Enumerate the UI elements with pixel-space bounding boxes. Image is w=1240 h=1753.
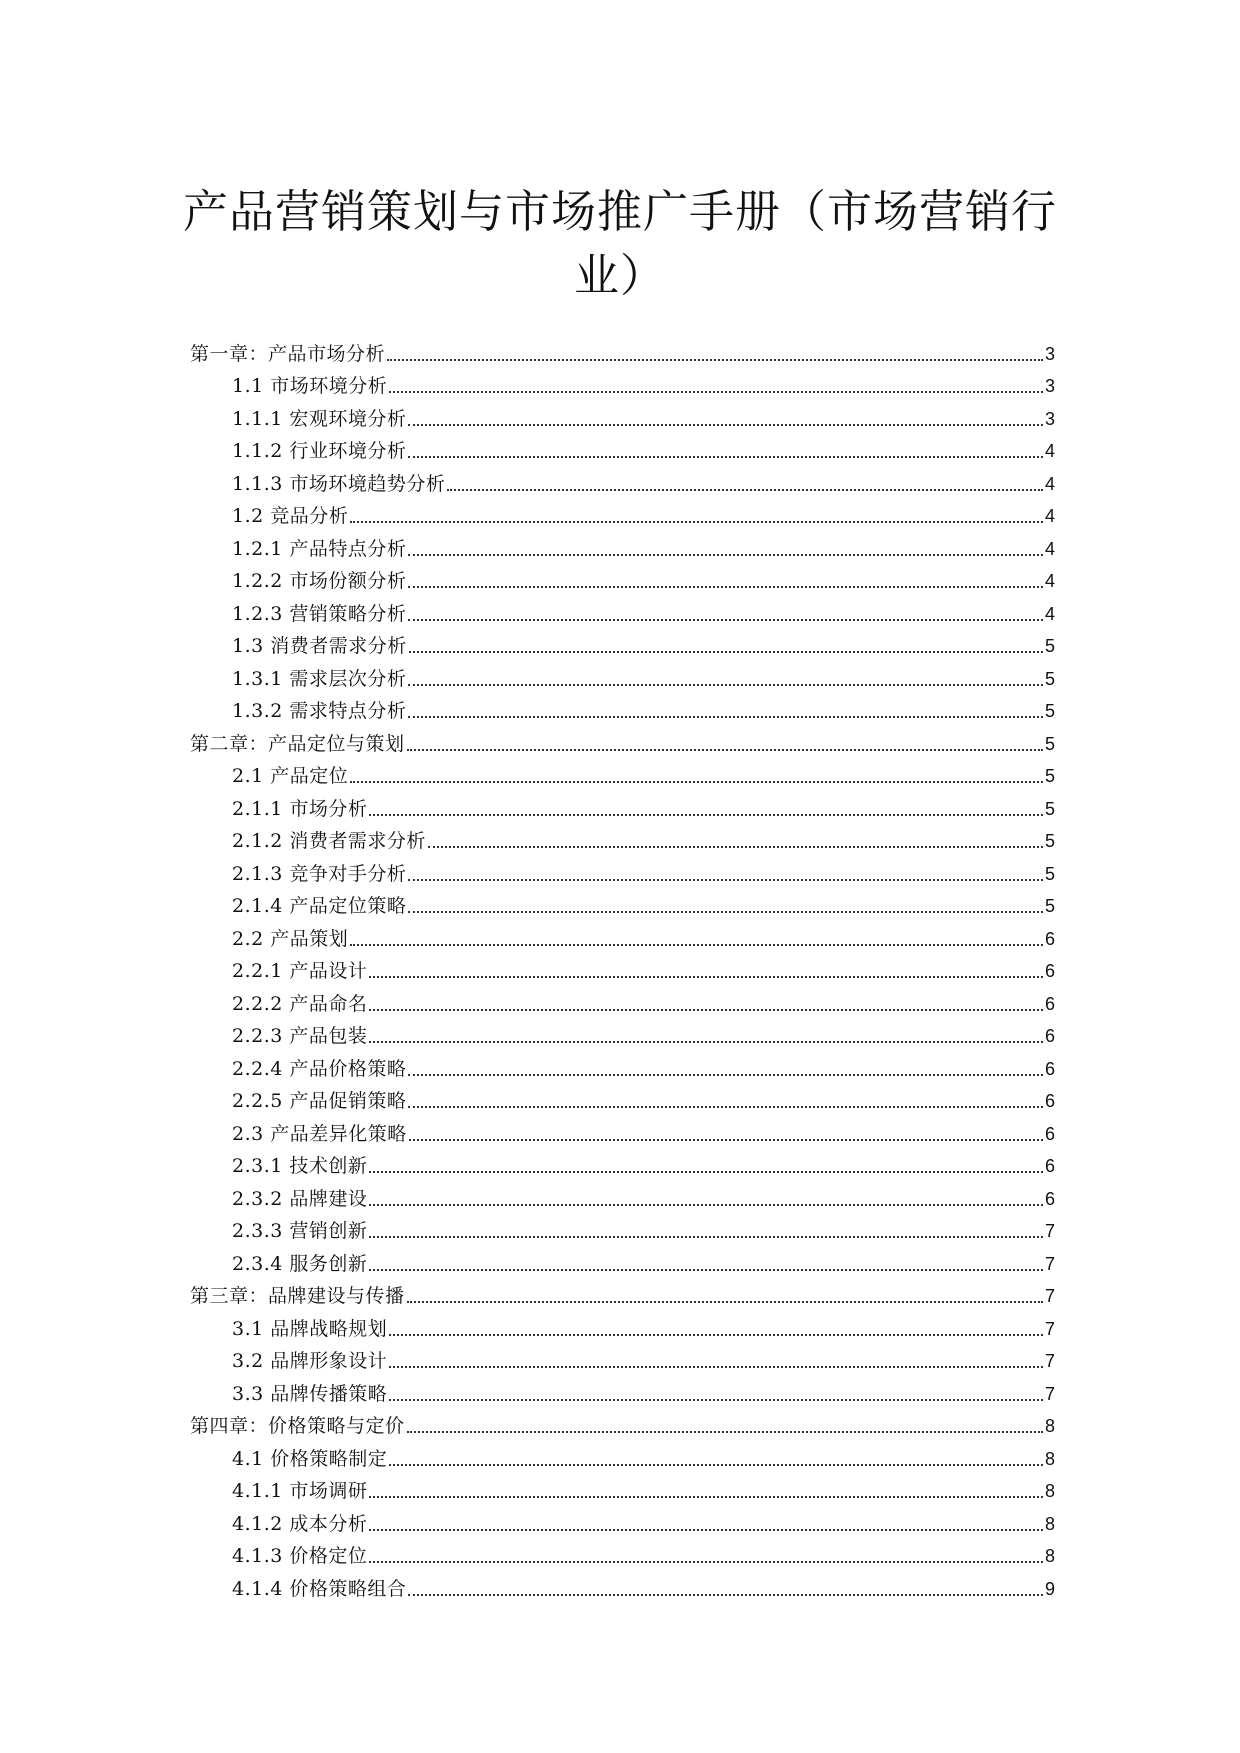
toc-page-number: 4 xyxy=(1044,473,1055,494)
toc-dot-leader xyxy=(389,1464,1043,1466)
toc-entry-label: 4.1.3 价格定位 xyxy=(232,1545,368,1567)
toc-page-number: 7 xyxy=(1044,1253,1055,1274)
toc-page-number: 4 xyxy=(1044,538,1055,559)
toc-entry[interactable] xyxy=(190,431,1055,464)
toc-page-number: 3 xyxy=(1044,408,1055,429)
toc-page-number: 9 xyxy=(1044,1578,1055,1599)
toc-page-number: 3 xyxy=(1044,376,1055,396)
toc-page-number: 8 xyxy=(1044,1481,1055,1501)
toc-entry-label: 2.2.4 产品价格策略 xyxy=(232,1057,407,1080)
toc-dot-leader xyxy=(428,846,1043,848)
toc-page-number: 7 xyxy=(1044,1383,1055,1404)
toc-dot-leader xyxy=(408,716,1043,718)
document-title: 产品营销策划与市场推广手册（市场营销行业） xyxy=(182,185,1057,302)
toc-dot-leader xyxy=(387,359,1043,361)
toc-entry-label: 4.1.1 市场调研 xyxy=(232,1480,368,1502)
toc-dot-leader xyxy=(350,781,1043,783)
toc-entry[interactable] xyxy=(190,333,1055,366)
toc-dot-leader xyxy=(408,456,1043,458)
toc-dot-leader xyxy=(408,911,1043,913)
toc-entry-label: 1.2 竞品分析 xyxy=(232,505,349,527)
toc-page-number: 4 xyxy=(1044,603,1055,624)
toc-dot-leader xyxy=(369,814,1043,816)
toc-dot-leader xyxy=(389,1334,1043,1336)
toc-page-number: 3 xyxy=(1044,343,1055,364)
toc-page-number: 5 xyxy=(1044,896,1055,916)
toc-entry-label: 1.2.1 产品特点分析 xyxy=(232,537,407,560)
toc-dot-leader xyxy=(408,1106,1043,1108)
toc-entry[interactable] xyxy=(190,821,1055,854)
toc-dot-leader xyxy=(407,1431,1043,1433)
toc-entry-label: 第三章：品牌建设与传播 xyxy=(190,1285,405,1307)
toc-entry[interactable] xyxy=(190,561,1055,594)
toc-page-number: 7 xyxy=(1044,1221,1055,1241)
toc-page-number: 8 xyxy=(1044,1416,1055,1436)
toc-dot-leader xyxy=(407,749,1043,751)
toc-entry-label: 2.1.1 市场分析 xyxy=(232,797,368,820)
toc-page-number: 8 xyxy=(1044,1546,1055,1566)
toc-entry[interactable] xyxy=(190,1373,1055,1406)
toc-entry[interactable] xyxy=(190,366,1055,399)
toc-page-number: 6 xyxy=(1044,1058,1055,1079)
toc-page-number: 6 xyxy=(1044,1123,1055,1144)
toc-entry[interactable] xyxy=(190,1438,1055,1471)
toc-page-number: 4 xyxy=(1044,506,1055,526)
toc-entry-label: 4.1.2 成本分析 xyxy=(232,1512,368,1535)
toc-page-number: 6 xyxy=(1044,928,1055,949)
toc-entry[interactable] xyxy=(190,626,1055,659)
toc-dot-leader xyxy=(408,424,1043,426)
toc-entry-label: 2.1.3 竞争对手分析 xyxy=(232,862,407,885)
toc-dot-leader xyxy=(350,944,1043,946)
toc-page-number: 8 xyxy=(1044,1513,1055,1534)
toc-dot-leader xyxy=(389,391,1043,393)
toc-entry[interactable] xyxy=(190,756,1055,789)
toc-dot-leader xyxy=(369,1041,1043,1043)
toc-entry-label: 第四章：价格策略与定价 xyxy=(190,1415,405,1437)
toc-entry[interactable] xyxy=(190,463,1055,496)
toc-entry[interactable] xyxy=(190,1211,1055,1244)
toc-dot-leader xyxy=(369,976,1043,978)
toc-entry-label: 2.2.3 产品包装 xyxy=(232,1025,368,1047)
toc-page-number: 6 xyxy=(1044,1091,1055,1111)
table-of-contents xyxy=(190,333,1055,1601)
toc-entry-label: 2.2 产品策划 xyxy=(232,927,349,950)
toc-dot-leader xyxy=(369,1009,1043,1011)
toc-entry-label: 4.1.4 价格策略组合 xyxy=(232,1577,407,1600)
toc-entry-label: 1.2.2 市场份额分析 xyxy=(232,570,407,592)
toc-page-number: 5 xyxy=(1044,798,1055,819)
toc-entry[interactable] xyxy=(190,528,1055,561)
toc-page-number: 4 xyxy=(1044,571,1055,591)
toc-dot-leader xyxy=(408,554,1043,556)
toc-entry-label: 2.3.2 品牌建设 xyxy=(232,1187,368,1210)
toc-entry-label: 2.2.1 产品设计 xyxy=(232,960,368,982)
toc-dot-leader xyxy=(389,1366,1043,1368)
toc-entry[interactable] xyxy=(190,1568,1055,1601)
toc-entry-label: 1.3.1 需求层次分析 xyxy=(232,667,407,690)
toc-entry-label: 2.1.4 产品定位策略 xyxy=(232,895,407,917)
toc-entry-label: 2.3.4 服务创新 xyxy=(232,1252,368,1275)
toc-entry[interactable] xyxy=(190,398,1055,431)
toc-entry[interactable] xyxy=(190,1113,1055,1146)
toc-dot-leader xyxy=(369,1269,1043,1271)
toc-dot-leader xyxy=(409,1139,1043,1141)
toc-dot-leader xyxy=(369,1236,1043,1238)
toc-entry-label: 1.3.2 需求特点分析 xyxy=(232,700,407,722)
toc-entry[interactable] xyxy=(190,1471,1055,1504)
toc-entry-label: 4.1 价格策略制定 xyxy=(232,1447,388,1470)
toc-entry[interactable] xyxy=(190,1016,1055,1049)
toc-entry[interactable] xyxy=(190,658,1055,691)
toc-entry-label: 1.2.3 营销策略分析 xyxy=(232,602,407,625)
toc-entry-label: 2.1.2 消费者需求分析 xyxy=(232,830,426,852)
toc-entry[interactable] xyxy=(190,1503,1055,1536)
toc-page-number: 5 xyxy=(1044,863,1055,884)
toc-dot-leader xyxy=(408,1594,1043,1596)
toc-dot-leader xyxy=(389,1399,1043,1401)
toc-entry[interactable] xyxy=(190,723,1055,756)
toc-entry-label: 2.2.5 产品促销策略 xyxy=(232,1090,407,1112)
toc-dot-leader xyxy=(408,1074,1043,1076)
toc-dot-leader xyxy=(408,684,1043,686)
toc-entry[interactable] xyxy=(190,983,1055,1016)
toc-entry-label: 1.1.1 宏观环境分析 xyxy=(232,407,407,430)
toc-entry[interactable] xyxy=(190,1081,1055,1114)
toc-entry[interactable] xyxy=(190,853,1055,886)
toc-dot-leader xyxy=(369,1496,1043,1498)
toc-entry-label: 2.3.1 技术创新 xyxy=(232,1155,368,1177)
toc-dot-leader xyxy=(369,1204,1043,1206)
toc-entry-label: 2.1 产品定位 xyxy=(232,765,349,787)
toc-dot-leader xyxy=(409,651,1043,653)
toc-entry[interactable] xyxy=(190,1243,1055,1276)
toc-dot-leader xyxy=(407,1301,1043,1303)
toc-entry[interactable] xyxy=(190,1308,1055,1341)
toc-entry-label: 第一章：产品市场分析 xyxy=(190,342,386,365)
toc-dot-leader xyxy=(369,1171,1043,1173)
toc-entry[interactable] xyxy=(190,1048,1055,1081)
toc-entry[interactable] xyxy=(190,1536,1055,1569)
toc-page-number: 5 xyxy=(1044,766,1055,786)
toc-entry-label: 2.2.2 产品命名 xyxy=(232,992,368,1015)
toc-entry-label: 第二章：产品定位与策划 xyxy=(190,732,405,755)
toc-dot-leader xyxy=(408,619,1043,621)
toc-page-number: 5 xyxy=(1044,668,1055,689)
toc-entry-label: 1.1 市场环境分析 xyxy=(232,375,388,397)
toc-entry[interactable] xyxy=(190,788,1055,821)
toc-entry[interactable] xyxy=(190,593,1055,626)
toc-page-number: 7 xyxy=(1044,1286,1055,1306)
toc-entry[interactable] xyxy=(190,951,1055,984)
toc-entry-label: 1.3 消费者需求分析 xyxy=(232,635,407,657)
toc-page-number: 5 xyxy=(1044,636,1055,656)
toc-page-number: 6 xyxy=(1044,961,1055,981)
toc-entry-label: 1.1.2 行业环境分析 xyxy=(232,440,407,462)
toc-page-number: 8 xyxy=(1044,1448,1055,1469)
toc-entry-label: 2.3.3 营销创新 xyxy=(232,1220,368,1242)
toc-page-number: 6 xyxy=(1044,1156,1055,1176)
toc-page-number: 6 xyxy=(1044,1026,1055,1046)
toc-page-number: 4 xyxy=(1044,441,1055,461)
toc-entry[interactable] xyxy=(190,886,1055,919)
toc-entry[interactable] xyxy=(190,496,1055,529)
toc-page-number: 7 xyxy=(1044,1351,1055,1371)
toc-page-number: 6 xyxy=(1044,1188,1055,1209)
toc-entry-label: 3.2 品牌形象设计 xyxy=(232,1350,388,1372)
toc-entry[interactable] xyxy=(190,918,1055,951)
toc-entry[interactable] xyxy=(190,1276,1055,1309)
toc-dot-leader xyxy=(350,521,1043,523)
toc-entry[interactable] xyxy=(190,1341,1055,1374)
toc-entry[interactable] xyxy=(190,1146,1055,1179)
toc-page-number: 6 xyxy=(1044,993,1055,1014)
toc-dot-leader xyxy=(369,1529,1043,1531)
toc-entry-label: 3.1 品牌战略规划 xyxy=(232,1317,388,1340)
toc-dot-leader xyxy=(447,489,1043,491)
toc-dot-leader xyxy=(408,879,1043,881)
toc-dot-leader xyxy=(369,1561,1043,1563)
toc-entry-label: 3.3 品牌传播策略 xyxy=(232,1382,388,1405)
toc-entry[interactable] xyxy=(190,1406,1055,1439)
toc-page-number: 5 xyxy=(1044,701,1055,721)
toc-entry-label: 2.3 产品差异化策略 xyxy=(232,1122,407,1145)
toc-entry-label: 1.1.3 市场环境趋势分析 xyxy=(232,472,446,495)
toc-page-number: 5 xyxy=(1044,831,1055,851)
toc-dot-leader xyxy=(408,586,1043,588)
toc-page-number: 7 xyxy=(1044,1318,1055,1339)
toc-entry[interactable] xyxy=(190,691,1055,724)
toc-page-number: 5 xyxy=(1044,733,1055,754)
toc-entry[interactable] xyxy=(190,1178,1055,1211)
